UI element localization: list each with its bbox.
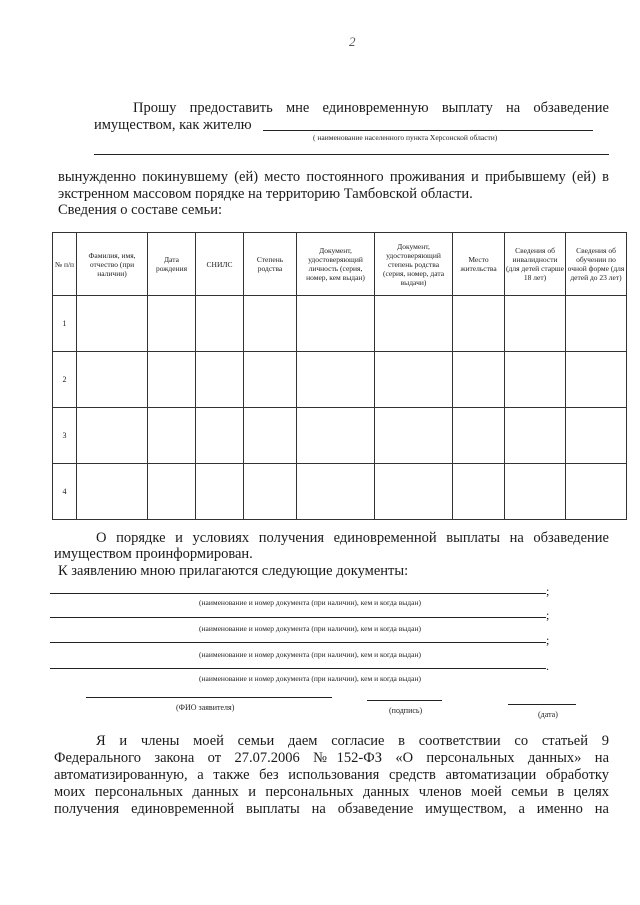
cell-id-document[interactable] <box>297 408 375 464</box>
family-heading: Сведения о составе семьи: <box>58 202 223 218</box>
applicant-fio-field[interactable] <box>86 697 332 698</box>
header-education: Сведения об обучении по очной форме (для детей до 23 лет) <box>566 233 627 296</box>
date-field[interactable] <box>508 704 576 705</box>
attachment-4-end: . <box>546 659 549 673</box>
cell-disability[interactable] <box>505 464 566 520</box>
displacement-text-line1: вынужденно покинувшему (ей) место постоянного проживания и прибывшему (ей) в <box>58 169 609 185</box>
request-text-line2: имуществом, как жителю <box>94 117 252 133</box>
attachment-2-end: ; <box>546 608 550 622</box>
cell-relation-document[interactable] <box>375 464 453 520</box>
header-relation: Степень родства <box>244 233 297 296</box>
table-row <box>53 408 627 464</box>
settlement-field-continued[interactable] <box>94 154 609 155</box>
consent-text-line2: Федерального закона от 27.07.2006 №152-ФЗ «О персональных данных» на <box>54 750 609 766</box>
cell-snils[interactable] <box>196 464 244 520</box>
table-row <box>53 464 627 520</box>
row-number: 2 <box>53 352 77 408</box>
cell-birthdate[interactable] <box>148 464 196 520</box>
table-row <box>53 296 627 352</box>
cell-residence[interactable] <box>453 408 505 464</box>
header-disability: Сведения об инвалидности (для детей старше 18 лет) <box>505 233 566 296</box>
request-text-line1: Прошу предоставить мне единовременную выплату на обзаведение <box>133 100 609 116</box>
cell-id-document[interactable] <box>297 352 375 408</box>
cell-residence[interactable] <box>453 296 505 352</box>
settlement-caption: ( наименование населенного пункта Херсонской области) <box>313 133 498 142</box>
signature-field[interactable] <box>367 700 442 701</box>
cell-fio[interactable] <box>77 464 148 520</box>
attachment-field-3[interactable] <box>50 642 546 643</box>
consent-text-line3: автоматизированную, а также без использования средств автоматизации обработку <box>54 767 609 783</box>
informed-text-line1: О порядке и условиях получения единовременной выплаты на обзаведение <box>96 530 609 546</box>
consent-text-line4: моих персональных данных и персональных данных членов моей семьи в целях <box>54 784 609 800</box>
attachment-1-caption: (наименование и номер документа (при наличии), кем и когда выдан) <box>199 598 421 607</box>
cell-snils[interactable] <box>196 296 244 352</box>
page-number: 2 <box>349 34 356 49</box>
cell-snils[interactable] <box>196 352 244 408</box>
attachment-4-caption: (наименование и номер документа (при наличии), кем и когда выдан) <box>199 674 421 683</box>
attachment-3-end: ; <box>546 633 550 647</box>
signature-caption: (подпись) <box>389 706 423 715</box>
cell-education[interactable] <box>566 464 627 520</box>
cell-relation-document[interactable] <box>375 408 453 464</box>
header-snils: СНИЛС <box>196 233 244 296</box>
cell-relation-document[interactable] <box>375 296 453 352</box>
table-header-row <box>53 233 627 296</box>
cell-birthdate[interactable] <box>148 296 196 352</box>
cell-id-document[interactable] <box>297 296 375 352</box>
consent-text-line5: получения единовременной выплаты на обзаведение имуществом, а именно на <box>54 801 609 817</box>
table-row <box>53 352 627 408</box>
header-num: № п/п <box>53 233 77 296</box>
cell-education[interactable] <box>566 352 627 408</box>
attachment-2-caption: (наименование и номер документа (при наличии), кем и когда выдан) <box>199 624 421 633</box>
header-fio: Фамилия, имя, отчество (при наличии) <box>77 233 148 296</box>
cell-residence[interactable] <box>453 464 505 520</box>
cell-relation[interactable] <box>244 464 297 520</box>
header-residence: Место жительства <box>453 233 505 296</box>
attachment-field-2[interactable] <box>50 617 546 618</box>
cell-disability[interactable] <box>505 296 566 352</box>
cell-relation[interactable] <box>244 408 297 464</box>
attachment-1-end: ; <box>546 584 550 598</box>
cell-education[interactable] <box>566 296 627 352</box>
cell-relation[interactable] <box>244 352 297 408</box>
cell-fio[interactable] <box>77 296 148 352</box>
cell-fio[interactable] <box>77 408 148 464</box>
attachments-heading: К заявлению мною прилагаются следующие документы: <box>58 563 409 579</box>
displacement-text-line2: экстренном массовом порядке на территорию Тамбовской области. <box>58 186 473 202</box>
date-caption: (дата) <box>538 710 558 719</box>
cell-birthdate[interactable] <box>148 352 196 408</box>
settlement-field[interactable] <box>263 130 593 131</box>
cell-birthdate[interactable] <box>148 408 196 464</box>
cell-relation[interactable] <box>244 296 297 352</box>
header-id-document: Документ, удостоверяющий личность (серия, номер, кем выдан) <box>297 233 375 296</box>
consent-text-line1: Я и члены моей семьи даем согласие в соответствии со статьей 9 <box>96 733 609 749</box>
attachment-field-4[interactable] <box>50 668 546 669</box>
informed-text-line2: имуществом проинформирован. <box>54 546 253 562</box>
family-table <box>52 232 627 520</box>
applicant-fio-caption: (ФИО заявителя) <box>176 703 235 712</box>
cell-id-document[interactable] <box>297 464 375 520</box>
cell-disability[interactable] <box>505 352 566 408</box>
cell-relation-document[interactable] <box>375 352 453 408</box>
header-relation-document: Документ, удостоверяющий степень родства (серия, номер, дата выдачи) <box>375 233 453 296</box>
row-number: 4 <box>53 464 77 520</box>
row-number: 3 <box>53 408 77 464</box>
header-birthdate: Дата рождения <box>148 233 196 296</box>
cell-fio[interactable] <box>77 352 148 408</box>
cell-residence[interactable] <box>453 352 505 408</box>
cell-disability[interactable] <box>505 408 566 464</box>
cell-education[interactable] <box>566 408 627 464</box>
row-number: 1 <box>53 296 77 352</box>
cell-snils[interactable] <box>196 408 244 464</box>
attachment-field-1[interactable] <box>50 593 546 594</box>
attachment-3-caption: (наименование и номер документа (при наличии), кем и когда выдан) <box>199 650 421 659</box>
